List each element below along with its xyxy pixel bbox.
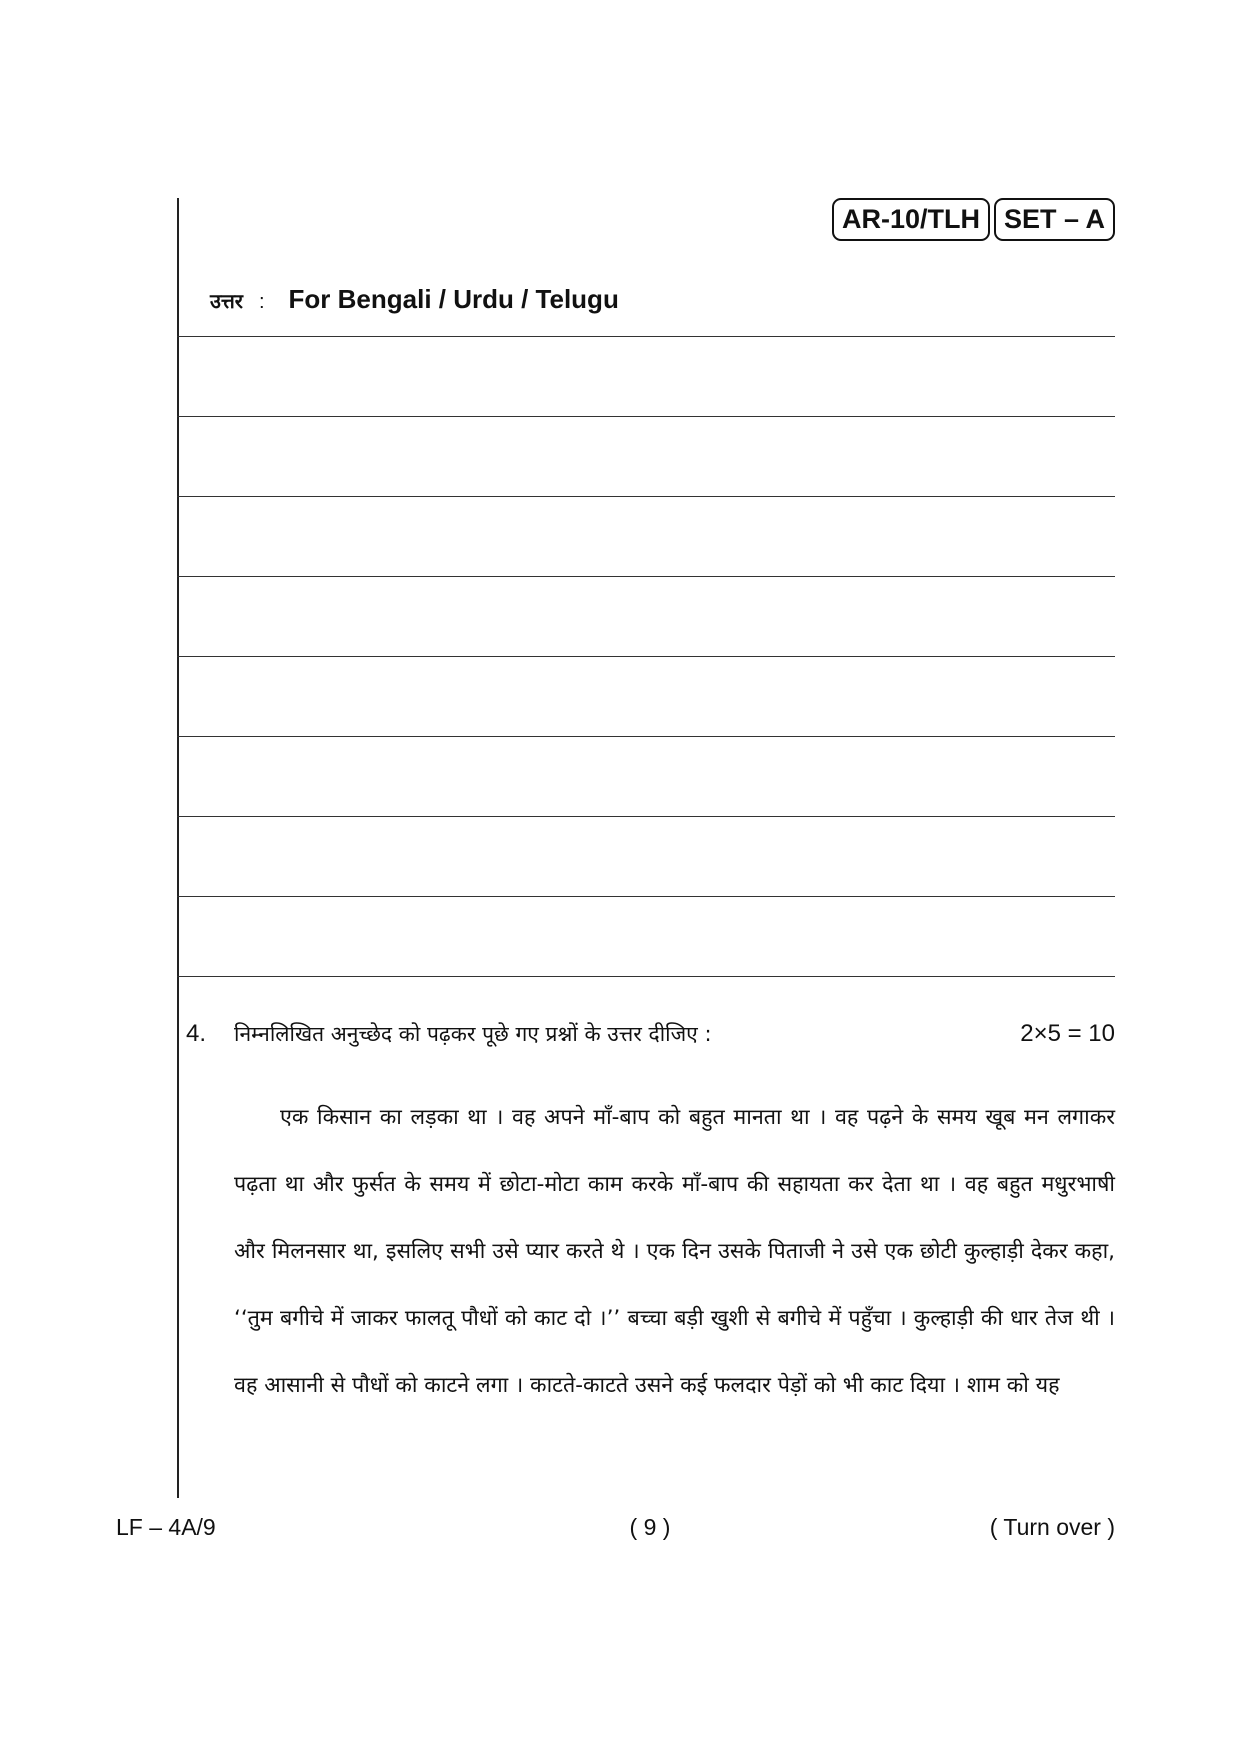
turn-over-note: ( Turn over ) bbox=[989, 1514, 1115, 1540]
comprehension-passage: एक किसान का लड़का था । वह अपने माँ-बाप को बहुत मानता था । वह पढ़ने के समय खूब मन लगाकर पढ़ता था और फुर्सत के समय में छोटा-मोटा काम करके माँ-बाप की सहायता कर देता था । वह बहुत मधुरभाषी और मिलनसार था, इसलिए सभी उसे प्यार करते थे । एक दिन उसके पिताजी ने उसे एक छोटी कुल्हाड़ी देकर कहा, ‘‘तुम बगीचे में जाकर फालतू पौधों को काट दो ।’’ बच्चा बड़ी खुशी से बगीचे में पहुँचा । कुल्हाड़ी की धार तेज थी । वह आसानी से पौधों को काटने लगा । काटते-काटते उसने कई फलदार पेड़ों को भी काट दिया । शाम को यह bbox=[234, 1105, 1115, 1398]
answer-heading bbox=[210, 284, 619, 315]
answer-ruled-line bbox=[177, 976, 1115, 977]
answer-ruled-line bbox=[177, 496, 1115, 576]
question-header bbox=[186, 1020, 1115, 1060]
question-marks: 2×5 = 10 bbox=[1020, 1020, 1115, 1047]
answer-ruled-line bbox=[177, 336, 1115, 416]
answer-ruled-line bbox=[177, 416, 1115, 496]
answer-ruled-lines bbox=[177, 336, 1115, 977]
question-instruction: निम्नलिखित अनुच्छेद को पढ़कर पूछे गए प्रश्नों के उत्तर दीजिए : bbox=[234, 1022, 712, 1046]
footer-code: LF – 4A/9 bbox=[116, 1514, 216, 1540]
paper-code-badge: AR-10/TLH bbox=[832, 198, 990, 241]
question-4 bbox=[186, 1020, 1115, 1060]
answer-ruled-line bbox=[177, 896, 1115, 976]
answer-ruled-line bbox=[177, 736, 1115, 816]
answer-colon: : bbox=[258, 291, 265, 313]
answer-ruled-line bbox=[177, 656, 1115, 736]
answer-label: उत्तर bbox=[210, 289, 243, 313]
question-number: 4. bbox=[186, 1020, 207, 1047]
paper-code-badges bbox=[832, 198, 1115, 241]
answer-languages: For Bengali / Urdu / Telugu bbox=[288, 284, 619, 314]
set-badge: SET – A bbox=[994, 198, 1115, 241]
answer-ruled-line bbox=[177, 576, 1115, 656]
answer-ruled-line bbox=[177, 816, 1115, 896]
page-number: ( 9 ) bbox=[629, 1514, 671, 1540]
